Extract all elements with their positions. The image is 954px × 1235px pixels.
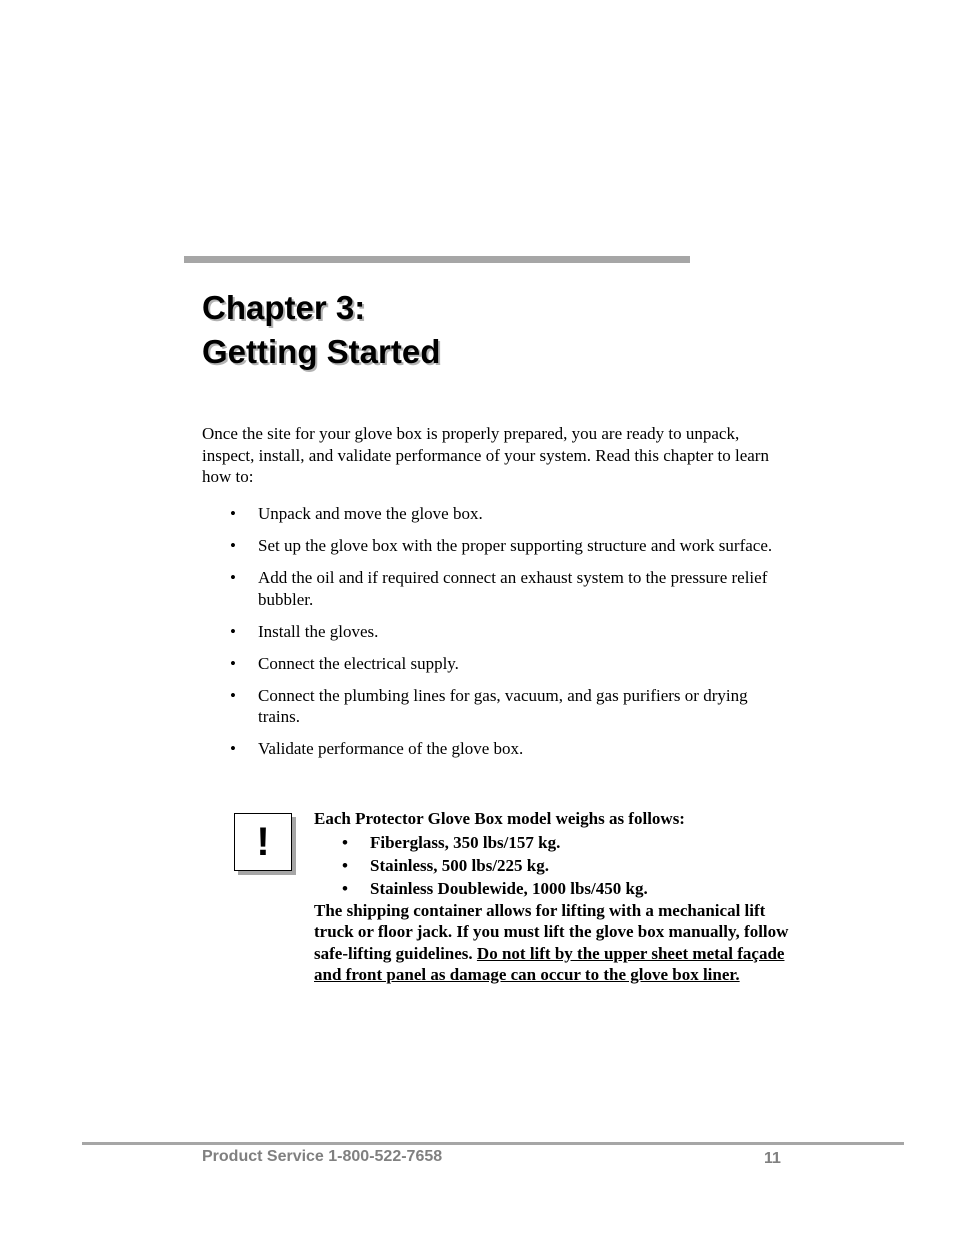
list-item: • Install the gloves. — [202, 621, 792, 643]
footer-rule — [82, 1142, 904, 1145]
warning-heading: Each Protector Glove Box model weighs as follows: — [314, 809, 685, 828]
warning-text — [314, 900, 794, 986]
chapter-number: Chapter 3: — [202, 289, 366, 326]
exclamation-symbol: ! — [256, 820, 270, 864]
list-item: • Set up the glove box with the proper supporting structure and work surface. — [202, 535, 792, 557]
weight-list — [314, 831, 794, 900]
list-item: • Connect the plumbing lines for gas, vacuum, and gas purifiers or drying trains. — [202, 685, 792, 728]
lifting-instructions: The shipping container allows for lifting with a mechanical lift truck or floor jack. If you must lift the glove box manually, follow safe-lifting guidelines. — [314, 900, 789, 963]
list-item: • Connect the electrical supply. — [202, 653, 792, 675]
list-item: • Fiberglass, 350 lbs/157 kg. — [314, 831, 794, 854]
page-number: 11 — [764, 1150, 781, 1167]
chapter-top-rule — [184, 256, 690, 263]
intro-paragraph: Once the site for your glove box is properly prepared, you are ready to unpack, inspect, install, and validate performance of your system. Read this chapter to learn how to: — [202, 424, 769, 486]
list-item: • Stainless, 500 lbs/225 kg. — [314, 854, 794, 877]
chapter-title — [202, 286, 440, 374]
lifting-caution: Do not lift by the upper sheet metal façade and front panel as damage can occur to the glove box liner. — [314, 943, 785, 984]
chapter-name: Getting Started — [202, 333, 441, 370]
task-list — [202, 503, 792, 770]
list-item: • Add the oil and if required connect an exhaust system to the pressure relief bubbler. — [202, 567, 792, 610]
list-item: • Validate performance of the glove box. — [202, 738, 792, 760]
weight-warning — [314, 808, 794, 986]
product-service-phone: Product Service 1-800-522-7658 — [202, 1148, 443, 1165]
list-item: • Unpack and move the glove box. — [202, 503, 792, 525]
list-item: • Stainless Doublewide, 1000 lbs/450 kg. — [314, 877, 794, 900]
exclamation-icon — [234, 813, 292, 871]
